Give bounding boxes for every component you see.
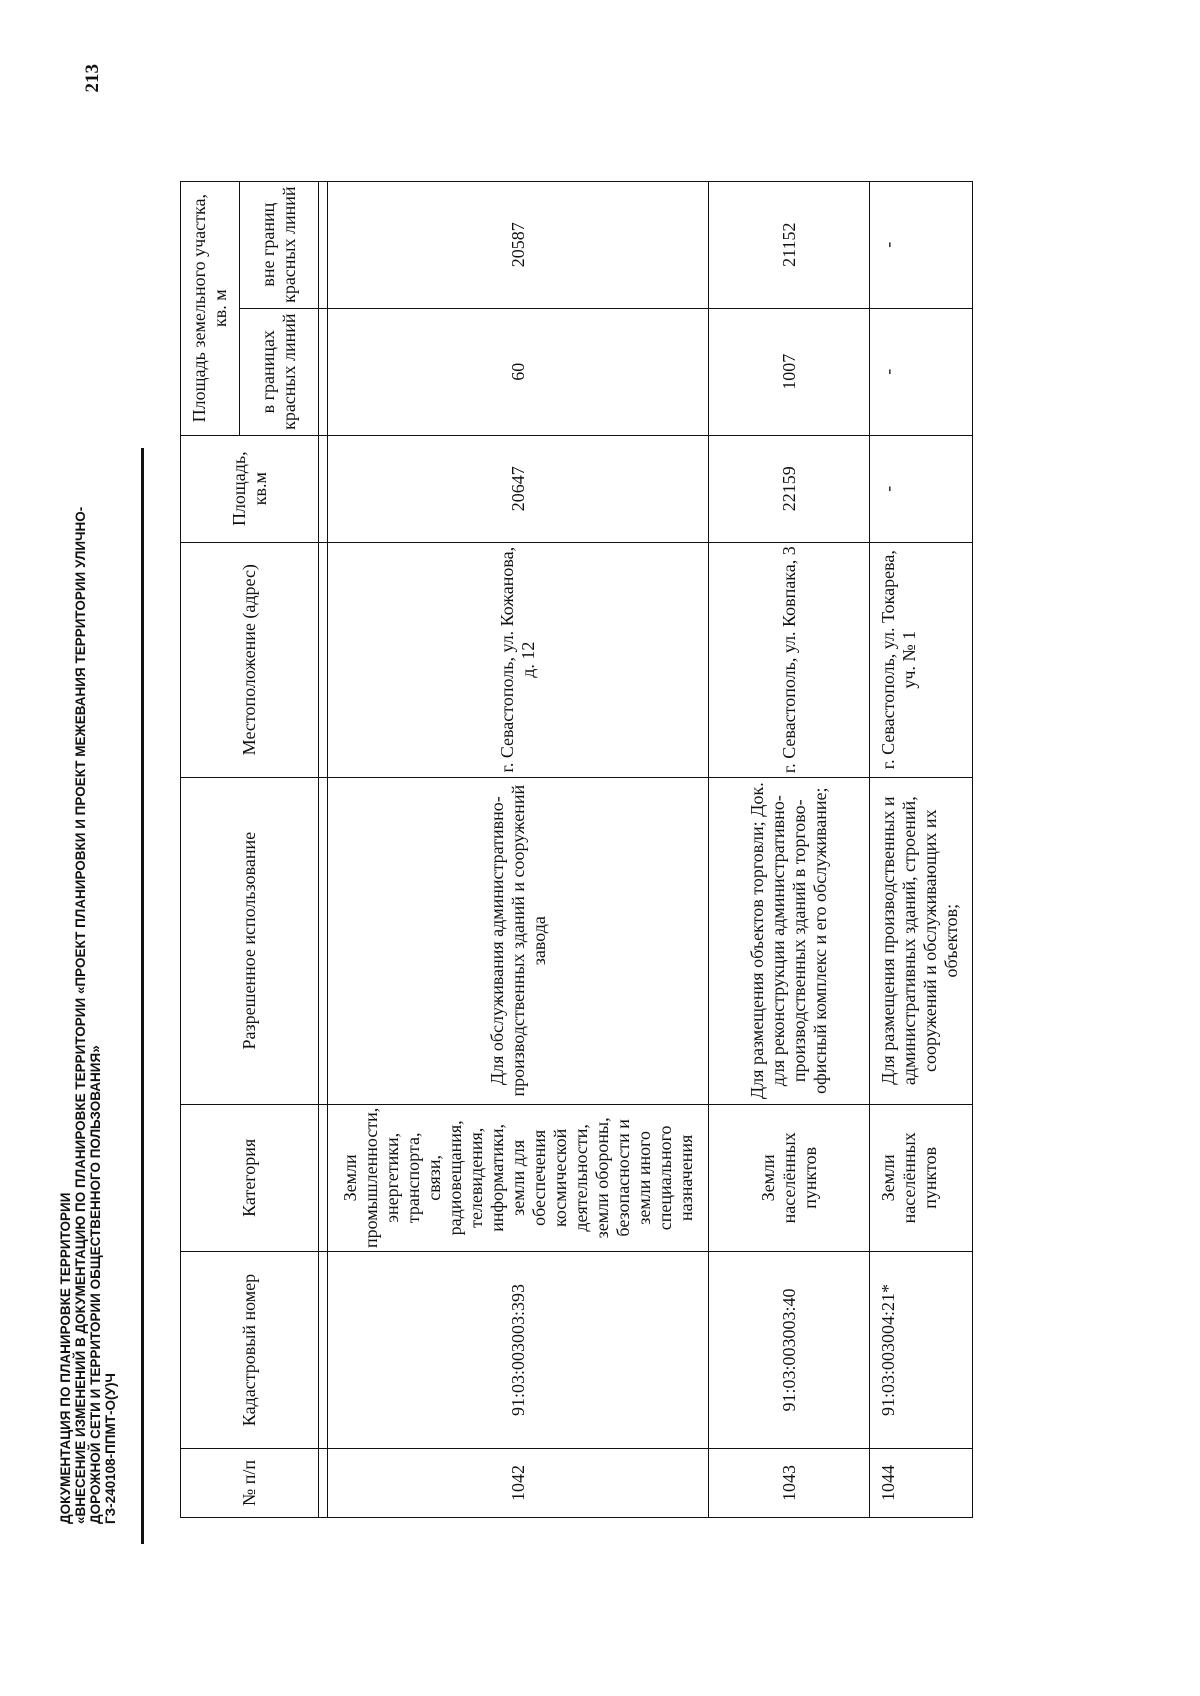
table-row	[328, 181, 709, 1517]
table-row	[870, 181, 973, 1517]
cell-category: Земли населённых пунктов	[870, 1104, 973, 1251]
cell-category: Земли промышленности, энергетики, транспорта, связи, радиовещания, телевидения, информатики, земли для обеспечения космической деятельности, земли обороны, безопасности и земли иного специального назначения	[328, 1104, 709, 1251]
spacer-cell	[319, 435, 328, 542]
cell-num: 1042	[328, 1449, 709, 1518]
cell-num: 1044	[870, 1449, 973, 1518]
header-cadastral: Кадастровый номер	[181, 1252, 319, 1449]
cell-outside-red-lines: 20587	[328, 181, 709, 308]
header-num: № п/п	[181, 1449, 319, 1518]
cell-cadastral: 91:03:003004:21*	[870, 1252, 973, 1449]
cell-outside-red-lines: 21152	[709, 181, 870, 308]
cell-location: г. Севастополь, ул. Кожанова, д. 12	[328, 542, 709, 777]
spacer-cell	[319, 181, 328, 308]
header-outside-red-lines: вне границ красных линий	[240, 181, 319, 308]
cell-category: Земли населённых пунктов	[709, 1104, 870, 1251]
cell-inside-red-lines: 60	[328, 308, 709, 435]
cell-location: г. Севастополь, ул. Токарева, уч. № 1	[870, 542, 973, 777]
cell-permitted-use: Для размещения объектов торговли; Док. для реконструкции административно-производственных зданий в торгово-офисный комплекс и его обслуживание;	[709, 777, 870, 1104]
header-line-4: ГЗ-240108-ППМТ-О(У)Ч	[103, 1373, 118, 1524]
cell-num: 1043	[709, 1449, 870, 1518]
cell-inside-red-lines: 1007	[709, 308, 870, 435]
cell-outside-red-lines: -	[870, 181, 973, 308]
cell-area: -	[870, 435, 973, 542]
table-spacer-row	[319, 181, 328, 1517]
table-row	[709, 181, 870, 1517]
header-permitted-use: Разрешенное использование	[181, 777, 319, 1104]
cell-permitted-use: Для обслуживания административно-производственных зданий и сооружений завода	[328, 777, 709, 1104]
cell-permitted-use: Для размещения производственных и административных зданий, строений, сооружений и обслуживающих их объектов;	[870, 777, 973, 1104]
header-divider	[141, 448, 144, 1544]
table-header-row	[181, 181, 240, 1517]
cell-cadastral: 91:03:003003:40	[709, 1252, 870, 1449]
cell-cadastral: 91:03:003003:393	[328, 1252, 709, 1449]
document-header	[58, 0, 118, 1524]
cell-area: 22159	[709, 435, 870, 542]
spacer-cell	[319, 1252, 328, 1449]
header-line-2: «ВНЕСЕНИЕ ИЗМЕНЕНИЙ В ДОКУМЕНТАЦИЮ ПО ПЛАНИРОВКЕ ТЕРРИТОРИИ «ПРОЕКТ ПЛАНИРОВКИ И ПРОЕКТ МЕЖЕВАНИЯ ТЕРРИТОРИИ УЛИЧНО-	[73, 506, 88, 1524]
header-line-3: ДОРОЖНОЙ СЕТИ И ТЕРРИТОРИИ ОБЩЕСТВЕННОГО ПОЛЬЗОВАНИЯ»	[88, 1045, 103, 1524]
spacer-cell	[319, 777, 328, 1104]
cell-location: г. Севастополь, ул. Ковпака, 3	[709, 542, 870, 777]
cell-inside-red-lines: -	[870, 308, 973, 435]
spacer-cell	[319, 542, 328, 777]
header-category: Категория	[181, 1104, 319, 1251]
spacer-cell	[319, 1449, 328, 1518]
header-plot-area-group: Площадь земельного участка, кв. м	[181, 181, 240, 435]
land-plot-table	[180, 181, 973, 1518]
page-number: 213	[82, 64, 103, 93]
header-location: Местоположение (адрес)	[181, 542, 319, 777]
spacer-cell	[319, 308, 328, 435]
header-line-1: ДОКУМЕНТАЦИЯ ПО ПЛАНИРОВКЕ ТЕРРИТОРИИ	[58, 1192, 73, 1524]
cell-area: 20647	[328, 435, 709, 542]
header-area: Площадь, кв.м	[181, 435, 319, 542]
spacer-cell	[319, 1104, 328, 1251]
header-inside-red-lines: в границах красных линий	[240, 308, 319, 435]
